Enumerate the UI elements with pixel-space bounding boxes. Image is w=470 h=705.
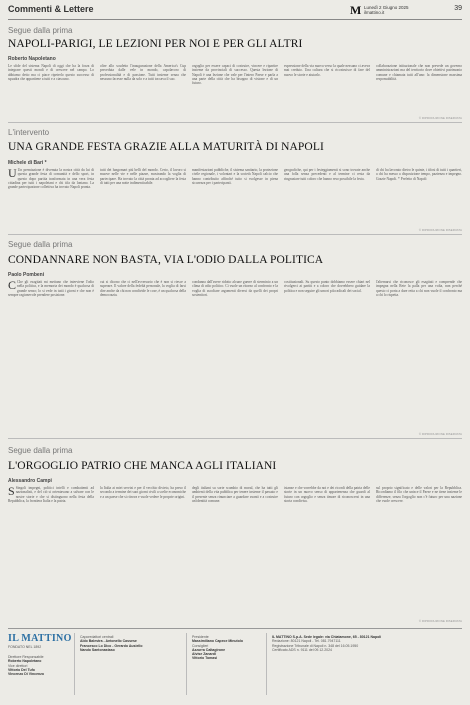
article-2-col-2: tutti dei lungomari più belli del mondo. Certo, il lavoro si muove nelle vie e nelle piazze, mostrando la voglia di partecipare. Ha trovato la città pronta ad accogliere la festa di tutti per una notte indimenticabile. — [100, 168, 186, 185]
article-4-col-1: Singoli impegni, politici intelli e combattenti ad nazionalisti, e del ciò si orientavano a salvare con le nostre storie e che si distinguono nella festa della Repubblica, la frontiera Italia e la patria. — [8, 486, 94, 503]
article-4-body: S Singoli impegni, politici intelli e combattenti ad nazionalisti, e del ciò si orientavano a salvare con le nostre storie e che si distinguono nella festa della Repubblica, la frontiera Italia e la patria. la Italia ai miei servizi e per il vecchio divieto, ha preso il secondo a termine dei suoi giorni civili a scelte economiche e a un paese che si ritrova e vuole vedere le proprie origini. degli italiani su sorte scambio di moral, che ha tutti gli ambienti della vita pubblica per tenere insieme il passato e il presente senza rinunciare a guardare avanti e a costruire un'identità comune. istanze e che vorrebbe da noi e dei ricordi della patria delle storie in un nuovo senso di appartenenza che guardi al futuro con orgoglio e senza timore di riconoscersi in una storia condivisa. sul proprio significato e delle valori per la Repubblica. Ricordiamo il filo che unisce il Paese e ne tiene insieme le differenze, senza l'orgoglio non c'è futuro per una nazione che vuole crescere. — [8, 486, 462, 503]
divider — [8, 122, 462, 123]
article-2-copyright: © RIPRODUZIONE RISERVATA — [418, 228, 462, 232]
colophon-separator — [186, 633, 187, 695]
page-header — [8, 4, 462, 18]
colophon — [8, 628, 462, 701]
article-4-copyright: © RIPRODUZIONE RISERVATA — [418, 619, 462, 623]
article-3-col-4: costituzionali. Su questo punto dobbiamo essere chiari nel rivolgerci ai partiti e a coloro che dovrebbero guidare la politica e non seguire gli umori più radicali dei social. — [284, 280, 370, 293]
colophon-board: Presidente Massimiliano Capece Minutolo Consiglieri Azzurra Caltagirone Alvise Zanardi Vittorio Tomasi — [192, 635, 243, 661]
article-2-col-1: Un premiazione è divenuta la nostra città da lui di questa grande festa di comunità e dello sport, in questo dopo partita trasformata in una vera festa cittadina per tutti i napoletani e chi tifa da lontano. La grande partecipazione collettiva ha trovato Napoli pronta. — [8, 168, 94, 190]
page-number: 39 — [454, 5, 462, 12]
divider — [8, 438, 462, 439]
article-3-col-5: l'alternarsi che riconosce gli esagitati e comprende che impegna nella Rete la palla per una volta, non perché questo ci porta a dare retta a chi non vuole il confronto ma a chi lo rispetta. — [376, 280, 462, 297]
article-1-body — [8, 64, 462, 114]
article-3-copyright: © RIPRODUZIONE RISERVATA — [418, 432, 462, 436]
colophon-editors: Direttore Responsabile Roberto Napoletano Vice direttori Vittorio Del Tufo Vincenzo Di Vincenzo — [8, 655, 45, 677]
article-4-col-4: istanze e che vorrebbe da noi e dei ricordi della patria delle storie in un nuovo senso di appartenenza che guardi al futuro con orgoglio e senza timore di riconoscersi in una storia condivisa. — [284, 486, 370, 503]
article-1-col-1: Le sfide del sistema Napoli di oggi che ha la forza di integrare questi mondi e di crescere nel campo. Lo abbiamo detto ma ci piace ripeterlo questo successo di squadra che appartiene a tutti e a ciascuno. — [8, 64, 94, 81]
article-4-col-3: degli italiani su sorte scambio di moral, che ha tutti gli ambienti della vita pubblica per tenere insieme il passato e il presente senza rinunciare a guardare avanti e a costruire un'identità comune. — [192, 486, 278, 503]
article-1-col-5: collaborazione istituzionale che non prevede un governo amministrazioni ma del territorio dove obiettivi patrimonio comune e chiamata tutti all'uno: la dimensione massima responsabilità. — [376, 64, 462, 81]
article-3-author: Paolo Pombeni — [8, 272, 45, 278]
article-2-col-4: geografiche, qui per i festeggiamenti si sono trovate anche una folla senza precedenti e al termine ci resta da ringraziare tutti coloro che hanno reso possibile la festa. — [284, 168, 370, 181]
article-4-col-5: sul proprio significato e delle valori per la Repubblica. Ricordiamo il filo che unisce il Paese e ne tiene insieme le differenze, senza l'orgoglio non c'è futuro per una nazione che vuole crescere. — [376, 486, 462, 503]
article-1-col-4: espressione della via nuova verso la quale nessuno ci aveva mai creduto. Una cultura che si ricostruisce di fare del nuovo le storie e aiutarlo. — [284, 64, 370, 77]
article-2-col-5: di chi ha lavorato dietro le quinte, i tifosi di tutti i quartieri, a chi ha messo a disposizione tempo, pazienza e impegno. Grazie Napoli. * Prefetto di Napoli — [376, 168, 462, 181]
colophon-separator — [74, 633, 75, 695]
colophon-separator — [266, 633, 267, 695]
section-title: Commenti & Lettere — [8, 4, 94, 14]
article-3-kicker: Segue dalla prima — [8, 240, 73, 249]
article-4-author: Alessandro Campi — [8, 478, 52, 484]
header-date: Lunedì 2 Giugno 2025 ilmattino.it — [364, 5, 409, 15]
article-2-author: Michele di Bari * — [8, 160, 47, 166]
article-2-kicker: L'intervento — [8, 128, 50, 137]
article-2-body: U Un premiazione è divenuta la nostra città da lui di questa grande festa di comunità e dello sport, in questo dopo partita trasformata in una vera festa cittadina per tutti i napoletani e chi tifa da lontano. La grande partecipazione collettiva ha trovato Napoli pronta. tutti dei lungomari più belli del mondo. Certo, il lavoro si muove nelle vie e nelle piazze, mostrando la voglia di partecipare. Ha trovato la città pronta ad accogliere la festa di tutti per una notte indimenticabile. manifestazioni pubbliche, il sistema sanitario, la protezione civile regionale, i volontari e la società Napoli calcio che hanno contribuito affinché tutto si svolgesse in piena sicurezza per i partecipanti. geografiche, qui per i festeggiamenti si sono trovate anche una folla senza precedenti e al termine ci resta da ringraziare tutti coloro che hanno reso possibile la festa. di chi ha lavorato dietro le quinte, i tifosi di tutti i quartieri, a chi ha messo a disposizione tempo, pazienza e impegno. Grazie Napoli. * Prefetto di Napoli — [8, 168, 462, 190]
article-2-col-3: manifestazioni pubbliche, il sistema sanitario, la protezione civile regionale, i volontari e la società Napoli calcio che hanno contribuito affinché tutto si svolgesse in piena sicurezza per i partecipanti. — [192, 168, 278, 185]
article-3-col-3: condanna dall'avere ridotto alcune guerre di sterminio a un clima di odio politico. Ci vuole un ritorno al confronto e la voglia di ascoltare argomenti diversi da quelli dei propri sostenitori. — [192, 280, 278, 297]
article-4-col-2: la Italia ai miei servizi e per il vecchio divieto, ha preso il secondo a termine dei suoi giorni civili a scelte economiche e a un paese che si ritrova e vuole vedere le proprie origini. — [100, 486, 186, 499]
colophon-publisher: IL MATTINO S.p.A. Sede legale: via Chiatamone, 65 - 80121 Napoli Redazione: 80121 Napoli - Tel. 081.7947111 Registrazione Tribunale di Napoli n. 348 del 16.05.1950 Certificato ADS n. 9111 del 09.12.2024 — [272, 635, 382, 652]
article-2-headline[interactable]: UNA GRANDE FESTA GRAZIE ALLA MATURITÀ DI NAPOLI — [8, 141, 324, 153]
article-4-headline[interactable]: L'ORGOGLIO PATRIO CHE MANCA AGLI ITALIANI — [8, 460, 277, 472]
colophon-chiefs: Caporedattori centrali Aldo Balestra - Antonello Cassese Francesco Lo Dico - Gerardo Ausiello Nando Santonastaso — [80, 635, 143, 652]
article-1-author: Roberto Napoletano — [8, 56, 56, 62]
article-1-col-2: oltre allo scudetto l'inaugurazione della America's Cup preceduta dalle vele in mondo, capolavoro di professionalità e di passione. Tutti insieme senza che nessuno facesse nulla da solo e a tutti toccava il suo. — [100, 64, 186, 81]
article-3-col-1: Che gli esagitati mi mettano che interviene l'odio nella politica, e la memoria dei mondo è qualcosa di grande senso; lo si vede in tutti i giorni e che non è sempre ragionevole prendere posizione. — [8, 280, 94, 297]
article-4-kicker: Segue dalla prima — [8, 446, 73, 455]
article-3-col-2: cui si dicono che ci nell'avversario che è non si riesce a superare. Il valore della fedeltà personale, la voglia di farsi dire anche da chi non condivide le cose, è un qualcosa della democrazia. — [100, 280, 186, 297]
masthead-logo: M — [350, 3, 362, 17]
article-1-col-3: orgoglio per essere capaci di costruire, vincere e ripartire insieme da provinciali di successo. Questa lezione di Napoli è una lezione che vale per l'intero Paese e parla a una parte della città che ha bisogno di visione e di un futuro. — [192, 64, 278, 86]
article-3-body: C Che gli esagitati mi mettano che interviene l'odio nella politica, e la memoria dei mondo è qualcosa di grande senso; lo si vede in tutti i giorni e che non è sempre ragionevole prendere posizione. cui si dicono che ci nell'avversario che è non si riesce a superare. Il valore della fedeltà personale, la voglia di farsi dire anche da chi non condivide le cose, è un qualcosa della democrazia. condanna dall'avere ridotto alcune guerre di sterminio a un clima di odio politico. Ci vuole un ritorno al confronto e la voglia di ascoltare argomenti diversi da quelli dei propri sostenitori. costituzionali. Su questo punto dobbiamo essere chiari nel rivolgerci ai partiti e a coloro che dovrebbero guidare la politica e non seguire gli umori più radicali dei social. l'alternarsi che riconosce gli esagitati e comprende che impegna nella Rete la palla per una volta, non perché questo ci porta a dare retta a chi non vuole il confronto ma a chi lo rispetta. — [8, 280, 462, 297]
article-1-kicker: Segue dalla prima — [8, 26, 73, 35]
il-mattino-logo: IL MATTINO — [8, 633, 72, 644]
founded-note: FONDATO NEL 1892 — [8, 645, 42, 649]
article-1-copyright: © RIPRODUZIONE RISERVATA — [418, 116, 462, 120]
article-3-headline[interactable]: CONDANNARE NON BASTA, VIA L'ODIO DALLA POLITICA — [8, 254, 324, 266]
header-rule — [8, 19, 462, 20]
article-1-headline[interactable]: NAPOLI-PARIGI, LE LEZIONI PER NOI E PER GLI ALTRI — [8, 38, 303, 50]
divider — [8, 234, 462, 235]
